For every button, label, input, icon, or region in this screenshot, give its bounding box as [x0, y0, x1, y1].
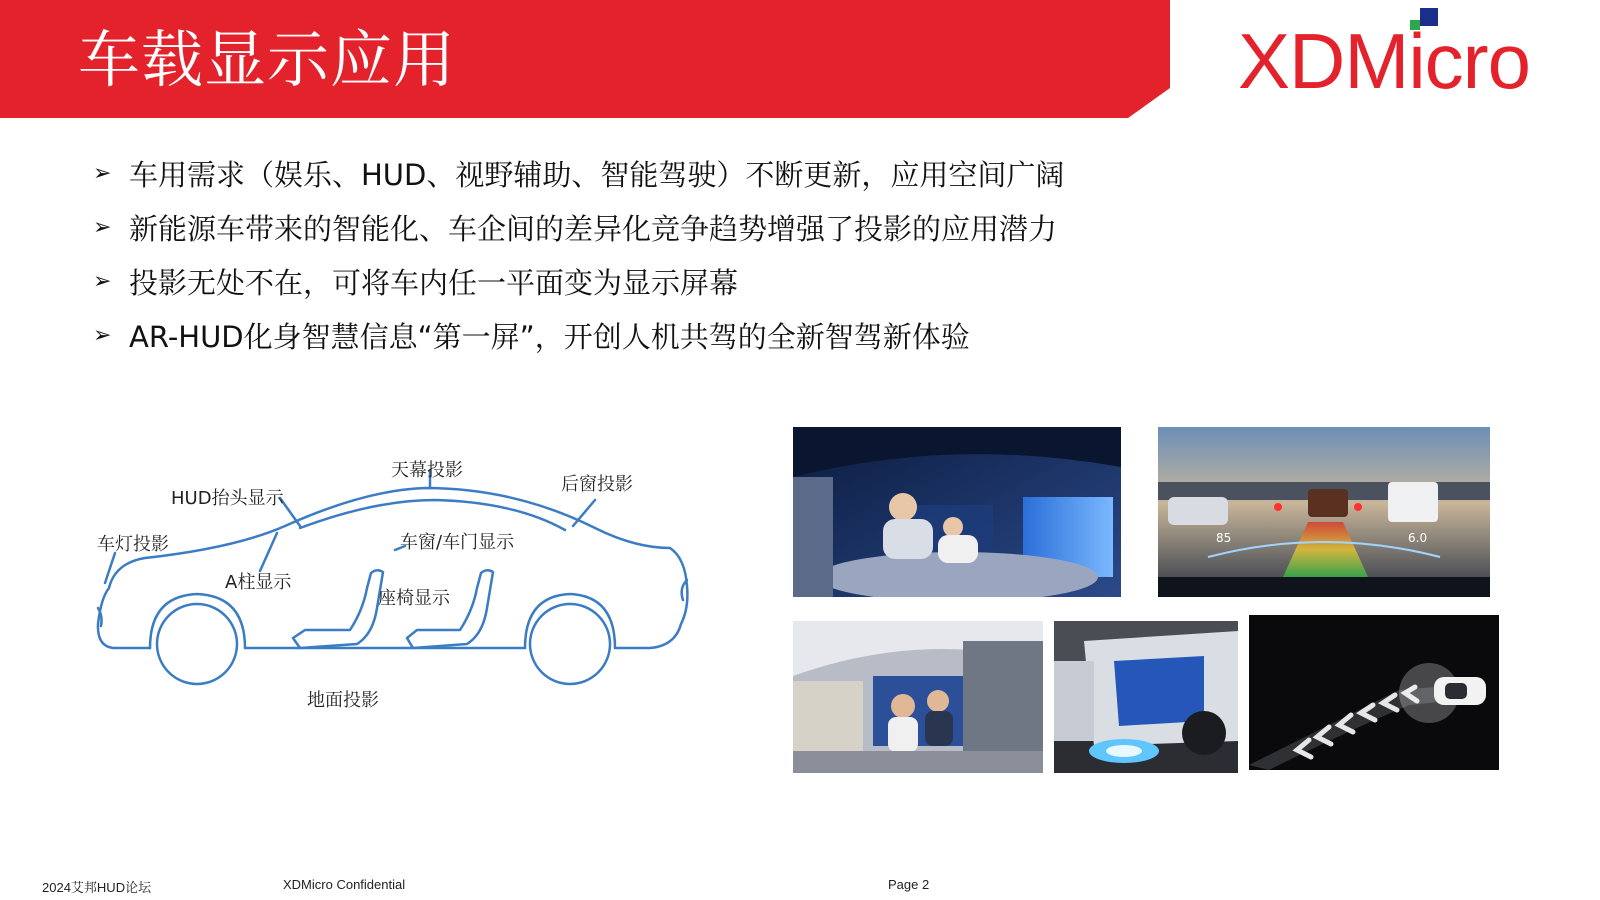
hud-speed-readout: 85: [1216, 531, 1232, 545]
hud-value-readout: 6.0: [1408, 531, 1428, 545]
bullet-item: [93, 308, 1193, 362]
bullet-item: [93, 254, 1193, 308]
label-headlight: 车灯投影: [97, 534, 169, 555]
arrow-bullet-icon: ➢: [93, 214, 112, 240]
label-sky-projection: 天幕投影: [391, 460, 463, 481]
photo-door-welcome-light: [1054, 621, 1238, 773]
arrow-bullet-icon: ➢: [93, 322, 112, 348]
arrow-bullet-icon: ➢: [93, 160, 112, 186]
footer-page-number: Page 2: [888, 877, 930, 892]
label-hud: HUD抬头显示: [171, 488, 284, 509]
logo-text: XDMicro: [1238, 17, 1531, 105]
photo-cabin-projection: [793, 427, 1121, 597]
company-logo: [1238, 8, 1578, 108]
bullet-item: [93, 200, 1193, 254]
arrow-bullet-icon: ➢: [93, 268, 112, 294]
bullet-text: AR-HUD化身智慧信息“第一屏”，开创人机共驾的全新智驾新体验: [129, 319, 970, 354]
photo-ground-arrows: [1249, 615, 1499, 770]
label-window-door: 车窗/车门显示: [400, 532, 515, 553]
footer-event: 2024艾邦HUD论坛: [42, 880, 152, 895]
page-title: 车载显示应用: [78, 23, 457, 96]
photo-cabin-passengers: [793, 621, 1043, 773]
bullet-item: [93, 146, 1193, 200]
bullet-text: 新能源车带来的智能化、车企间的差异化竞争趋势增强了投影的应用潜力: [129, 211, 1058, 246]
label-rear-window: 后窗投影: [561, 474, 633, 495]
bullet-text: 投影无处不在，可将车内任一平面变为显示屏幕: [129, 265, 739, 300]
label-a-pillar: A柱显示: [225, 572, 292, 593]
photo-ar-hud: [1158, 427, 1490, 597]
car-display-diagram: [95, 448, 705, 728]
title-banner: [0, 0, 1200, 118]
bullet-list: [93, 146, 1193, 362]
bullet-text: 车用需求（娱乐、HUD、视野辅助、智能驾驶）不断更新，应用空间广阔: [129, 157, 1065, 192]
footer-confidential: XDMicro Confidential: [283, 877, 406, 892]
label-ground: 地面投影: [307, 690, 379, 711]
label-seat: 座椅显示: [378, 588, 450, 609]
